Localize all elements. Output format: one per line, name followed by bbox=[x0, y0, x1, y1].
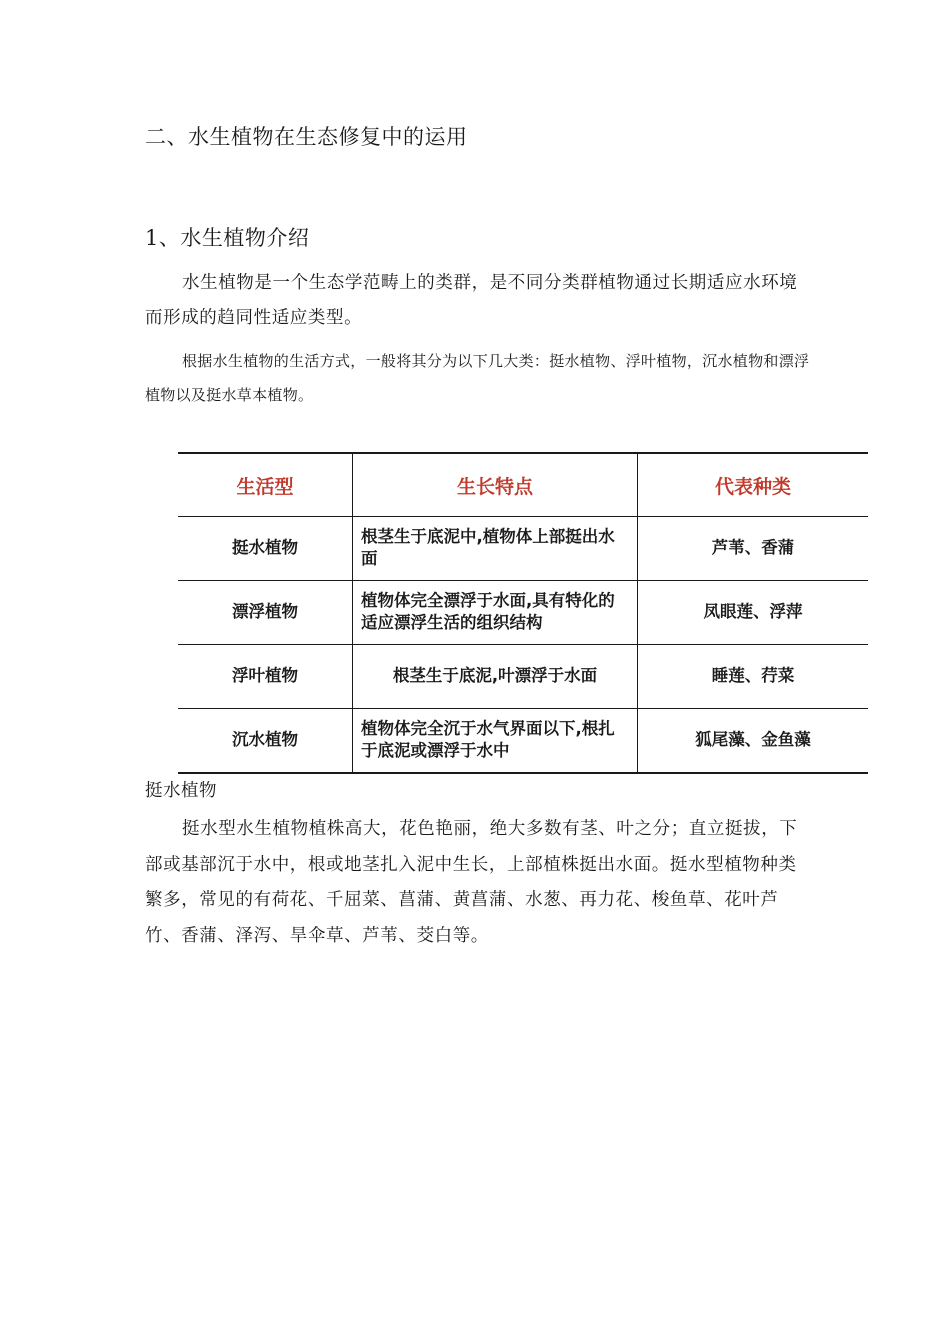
species-cell: 睡莲、荇菜 bbox=[638, 644, 869, 708]
header-representative-species: 代表种类 bbox=[714, 475, 791, 498]
species-cell: 狐尾藻、金鱼藻 bbox=[638, 708, 869, 773]
plant-types-table bbox=[178, 452, 868, 774]
header-growth-traits: 生长特点 bbox=[353, 453, 638, 517]
intro-paragraph: 水生植物是一个生态学范畴上的类群，是不同分类群植物通过长期适应水环境而形成的趋同性适应类型。 bbox=[145, 273, 798, 328]
sub-heading: 1、水生植物介绍 bbox=[145, 226, 310, 250]
table-row bbox=[178, 644, 868, 708]
growth-traits-cell: 植物体完全漂浮于水面,具有特化的适应漂浮生活的组织结构 bbox=[353, 580, 638, 644]
growth-traits-cell: 根茎生于底泥中,植物体上部挺出水面 bbox=[353, 517, 638, 581]
growth-traits-cell: 植物体完全沉于水气界面以下,根扎于底泥或漂浮于水中 bbox=[353, 708, 638, 773]
life-form-cell: 漂浮植物 bbox=[178, 580, 353, 644]
life-form-cell: 沉水植物 bbox=[178, 708, 353, 773]
species-cell: 凤眼莲、浮萍 bbox=[638, 580, 869, 644]
emergent-plants-label: 挺水植物 bbox=[145, 781, 217, 801]
classification-paragraph: 根据水生植物的生活方式，一般将其分为以下几大类：挺水植物、浮叶植物，沉水植物和漂浮植物以及挺水草本植物。 bbox=[145, 352, 810, 404]
table-header-row bbox=[178, 453, 868, 517]
header-life-form: 生活型 bbox=[236, 475, 294, 498]
species-cell: 芦苇、香蒲 bbox=[638, 517, 869, 581]
growth-traits-cell: 根茎生于底泥,叶漂浮于水面 bbox=[353, 644, 638, 708]
life-form-cell: 挺水植物 bbox=[178, 517, 353, 581]
emergent-plants-paragraph: 挺水型水生植物植株高大，花色艳丽，绝大多数有茎、叶之分；直立挺拔，下部或基部沉于水中，根或地茎扎入泥中生长，上部植株挺出水面。挺水型植物种类繁多，常见的有荷花、千屈菜、菖蒲、黄菖蒲、水葱、再力花、梭鱼草、花叶芦竹、香蒲、泽泻、旱伞草、芦苇、茭白等。 bbox=[145, 819, 798, 946]
table-row bbox=[178, 517, 868, 581]
table-row bbox=[178, 708, 868, 773]
table-row bbox=[178, 580, 868, 644]
life-form-cell: 浮叶植物 bbox=[178, 644, 353, 708]
section-heading: 二、水生植物在生态修复中的运用 bbox=[145, 125, 468, 149]
